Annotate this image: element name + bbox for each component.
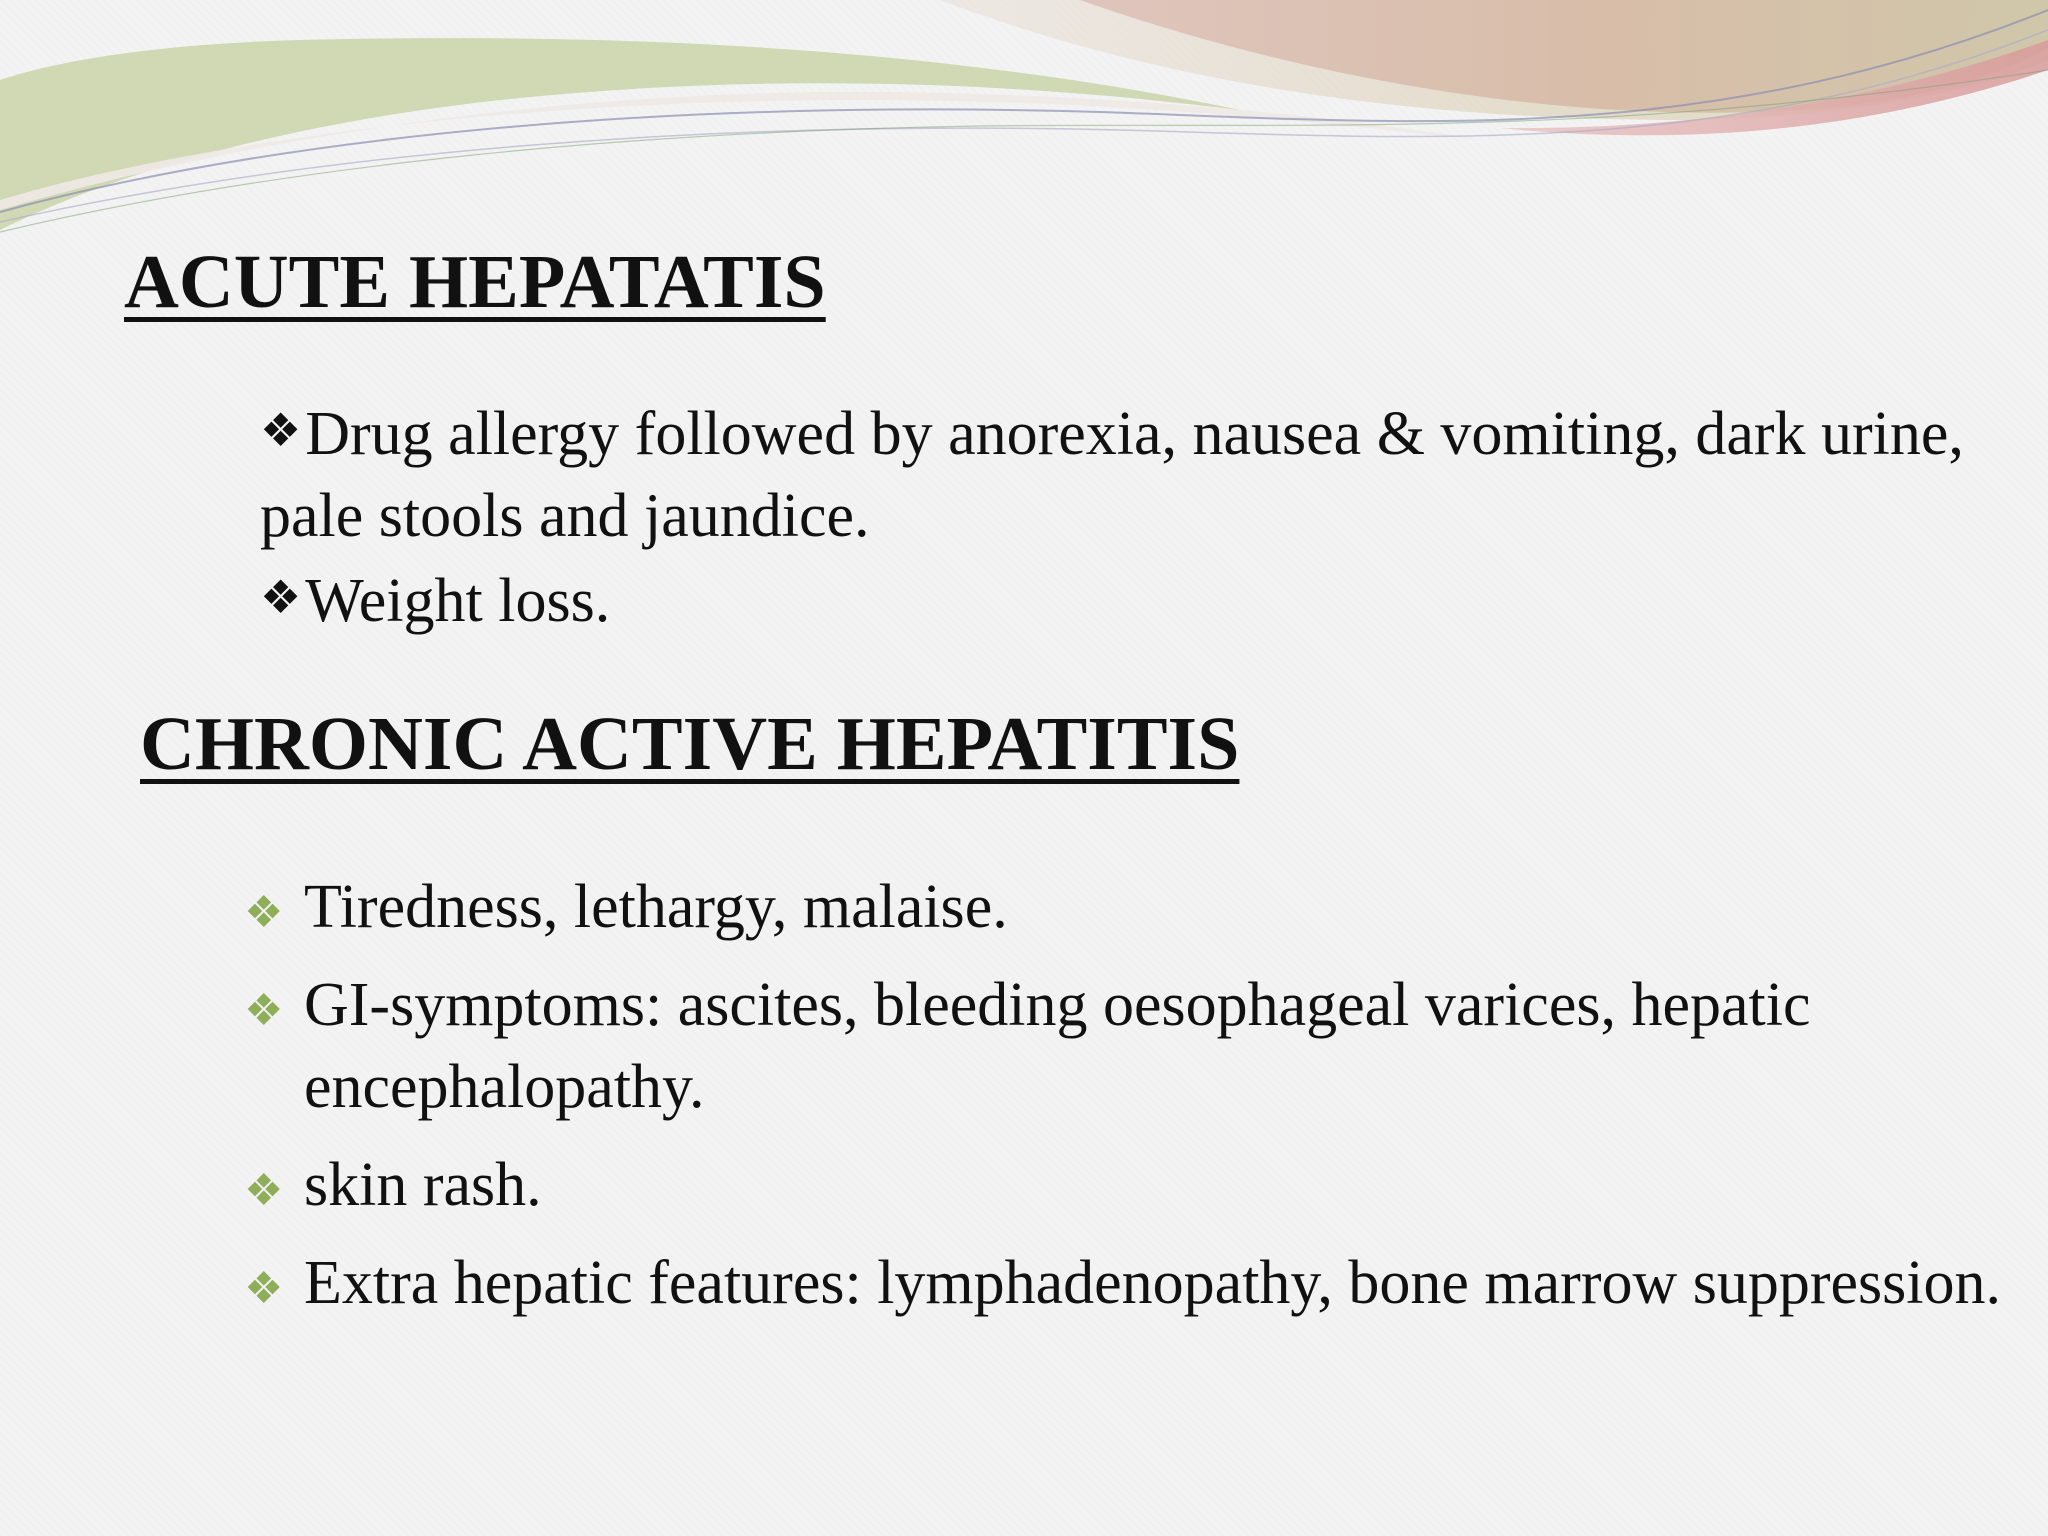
- list-item-text: Weight loss.: [305, 567, 611, 635]
- four-diamond-icon: ❖: [244, 1264, 284, 1313]
- section-heading-acute-hepatatis: ACUTE HEPATATIS: [124, 240, 826, 324]
- four-diamond-icon: ❖: [244, 888, 284, 937]
- four-diamond-icon: ❖: [260, 572, 302, 623]
- list-item-text: Drug allergy followed by anorexia, nausea & vomiting, dark urine, pale stools and jaundice.: [260, 400, 1964, 550]
- list-item: [244, 964, 2004, 1128]
- acute-symptom-list: [260, 390, 2000, 642]
- list-item: [244, 866, 2004, 948]
- section-heading-chronic-active-hepatitis: CHRONIC ACTIVE HEPATITIS: [140, 702, 1240, 786]
- list-item: [260, 557, 2000, 642]
- list-item-text: Extra hepatic features: lymphadenopathy, bone marrow suppression.: [304, 1249, 2002, 1317]
- list-item: [244, 1242, 2004, 1324]
- list-item: [260, 390, 2000, 557]
- list-item-text: skin rash.: [304, 1151, 542, 1219]
- list-item-text: GI-symptoms: ascites, bleeding oesophageal varices, hepatic encephalopathy.: [304, 971, 1811, 1121]
- list-item: [244, 1144, 2004, 1226]
- four-diamond-icon: ❖: [260, 405, 302, 456]
- decorative-wave-header: [0, 0, 2048, 260]
- four-diamond-icon: ❖: [244, 1166, 284, 1215]
- list-item-text: Tiredness, lethargy, malaise.: [304, 873, 1008, 941]
- four-diamond-icon: ❖: [244, 986, 284, 1035]
- chronic-symptom-list: [244, 866, 2004, 1340]
